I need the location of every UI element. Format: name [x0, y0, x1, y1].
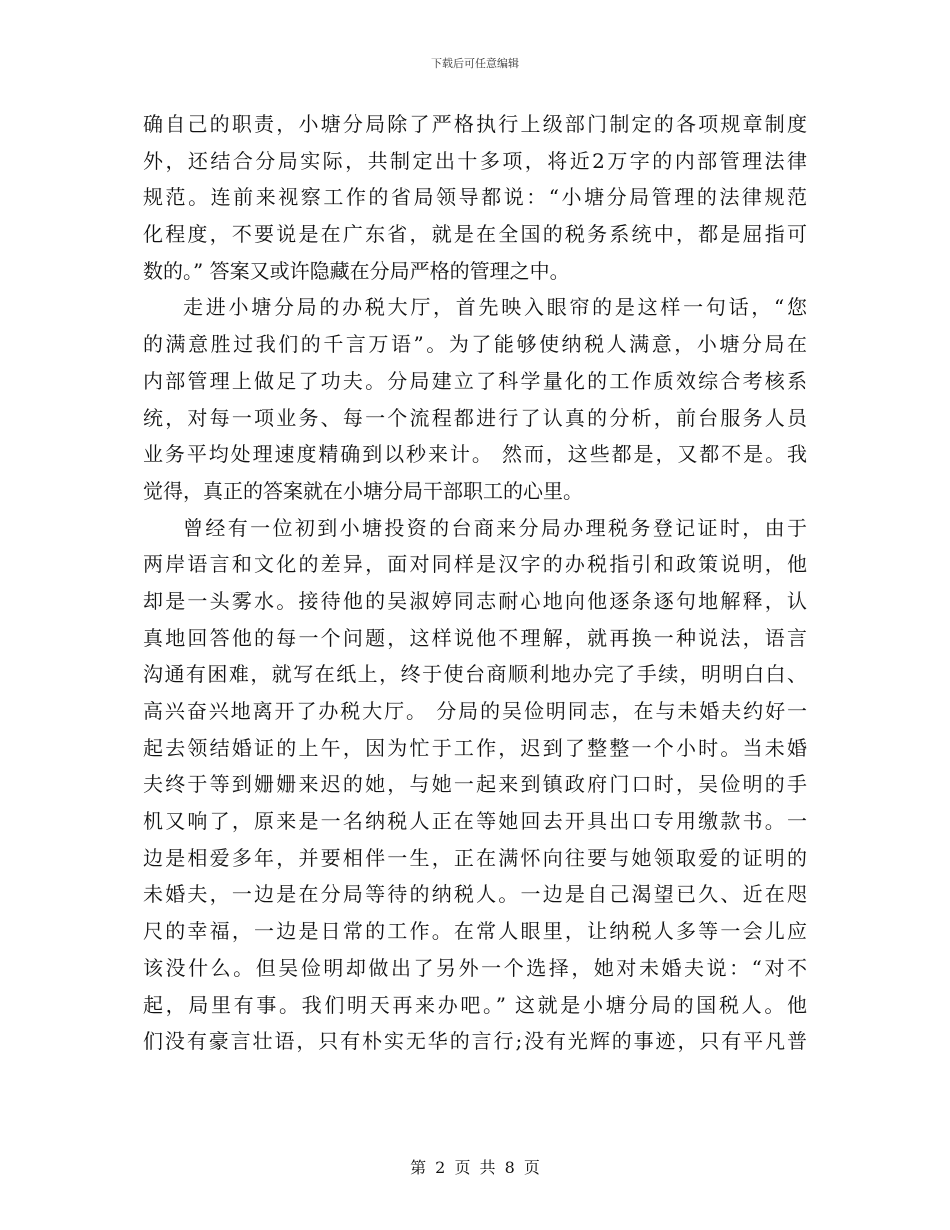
paragraph-3: [143, 510, 807, 1060]
text-line: 曾经有一位初到小塘投资的台商来分局办理税务登记证时，由于: [183, 515, 807, 540]
text-line: 边是相爱多年，并要相伴一生，正在满怀向往要与她领取爱的证明的: [143, 845, 807, 870]
text-line: 该没什么。但吴俭明却做出了另外一个选择，她对未婚夫说：“对不: [143, 955, 807, 980]
text-line: 统，对每一项业务、每一个流程都进行了认真的分析，前台服务人员: [143, 405, 807, 430]
text-line: 觉得，真正的答案就在小塘分局干部职工的心里。: [143, 478, 583, 503]
paragraph-1: [143, 106, 807, 289]
text-line: 起，局里有事。我们明天再来办吧。” 这就是小塘分局的国税人。他: [143, 992, 807, 1017]
text-line: 的满意胜过我们的千言万语”。为了能够使纳税人满意，小塘分局在: [143, 332, 807, 357]
text-line: 内部管理上做足了功夫。分局建立了科学量化的工作质效综合考核系: [143, 368, 807, 393]
text-line: 却是一头雾水。接待他的吴淑婷同志耐心地向他逐条逐句地解释，认: [143, 588, 807, 613]
text-line: 两岸语言和文化的差异，面对同样是汉字的办税指引和政策说明，他: [143, 552, 807, 577]
text-line: 沟通有困难，就写在纸上，终于使台商顺利地办完了手续，明明白白、: [143, 662, 807, 687]
text-line: 起去领结婚证的上午，因为忙于工作，迟到了整整一个小时。当未婚: [143, 735, 807, 760]
text-line: 机又响了，原来是一名纳税人正在等她回去开具出口专用缴款书。一: [143, 809, 807, 834]
text-line: 数的。” 答案又或许隐藏在分局严格的管理之中。: [143, 258, 570, 283]
text-line: 尺的幸福，一边是日常的工作。在常人眼里，让纳税人多等一会儿应: [143, 919, 807, 944]
text-line: 夫终于等到姗姗来迟的她，与她一起来到镇政府门口时，吴俭明的手: [143, 772, 807, 797]
text-line: 规范。连前来视察工作的省局领导都说：“小塘分局管理的法律规范: [143, 185, 807, 210]
text-line: 走进小塘分局的办税大厅，首先映入眼帘的是这样一句话，“您: [183, 295, 807, 320]
page-header: 下载后可任意编辑: [431, 57, 519, 70]
text-line: 们没有豪言壮语，只有朴实无华的言行;没有光辉的事迹，只有平凡普: [143, 1029, 807, 1054]
page-number-footer: 第 2 页 共 8 页: [410, 1158, 540, 1177]
text-line: 确自己的职责，小塘分局除了严格执行上级部门制定的各项规章制度: [143, 112, 807, 136]
text-line: 化程度，不要说是在广东省，就是在全国的税务系统中，都是屈指可: [143, 222, 807, 247]
text-line: 外，还结合分局实际，共制定出十多项，将近2万字的内部管理法律: [143, 148, 807, 173]
body-text: [143, 106, 807, 1060]
paragraph-2: [143, 289, 807, 509]
text-line: 真地回答他的每一个问题，这样说他不理解，就再换一种说法，语言: [143, 625, 807, 650]
text-line: 业务平均处理速度精确到以秒来计。 然而，这些都是，又都不是。我: [143, 442, 807, 467]
text-line: 高兴奋兴地离开了办税大厅。 分局的吴俭明同志，在与未婚夫约好一: [143, 699, 807, 723]
text-line: 未婚夫，一边是在分局等待的纳税人。一边是自己渴望已久、近在咫: [143, 882, 807, 907]
